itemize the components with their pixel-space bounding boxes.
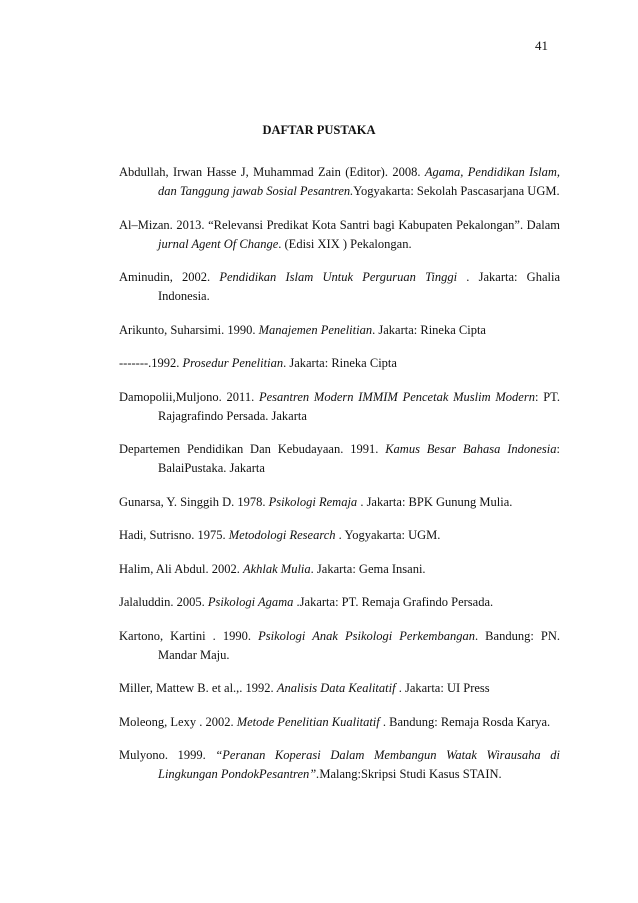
reference-suffix: . Jakarta: UI Press bbox=[395, 681, 490, 695]
reference-entry bbox=[119, 560, 560, 579]
page-number: 41 bbox=[535, 38, 548, 53]
reference-suffix: . (Edisi XIX ) Pekalongan. bbox=[278, 236, 412, 251]
reference-prefix: Arikunto, Suharsimi. 1990. bbox=[119, 322, 259, 337]
reference-entry bbox=[119, 713, 560, 732]
reference-suffix: . Jakarta: Rineka Cipta bbox=[283, 356, 397, 370]
reference-prefix: Damopolii,Muljono. 2011. bbox=[119, 389, 259, 404]
reference-suffix: Malang:Skripsi Studi Kasus STAIN. bbox=[319, 767, 502, 781]
reference-title: Pesantren Modern IMMIM Pencetak Muslim Modern bbox=[258, 389, 535, 404]
reference-entry bbox=[119, 268, 560, 306]
reference-suffix: Yogyakarta: Sekolah Pascasarjana UGM. bbox=[353, 184, 560, 198]
reference-title: Psikologi Anak Psikologi Perkembangan bbox=[258, 628, 475, 643]
reference-suffix: : BalaiPustaka. Jakarta bbox=[158, 442, 560, 475]
reference-entry bbox=[119, 354, 560, 373]
reference-title: Metodologi Research bbox=[228, 528, 336, 542]
reference-title: jurnal Agent Of Change bbox=[158, 236, 279, 251]
reference-title: Psikologi Agama bbox=[207, 595, 294, 609]
reference-prefix: Jalaluddin. 2005. bbox=[119, 595, 208, 609]
reference-title: “Peranan Koperasi Dalam Membangun Watak Wirausaha di Lingkungan PondokPesantren”. bbox=[158, 748, 560, 781]
reference-entry bbox=[119, 216, 560, 254]
reference-prefix: Miller, Mattew B. et al.,. 1992. bbox=[119, 681, 277, 695]
reference-suffix: . Bandung: Remaja Rosda Karya. bbox=[379, 714, 551, 729]
reference-suffix: . Jakarta: BPK Gunung Mulia. bbox=[357, 494, 513, 509]
reference-entry bbox=[119, 627, 560, 665]
reference-title: Kamus Besar Bahasa Indonesia bbox=[385, 442, 557, 456]
reference-suffix: . Jakarta: Ghalia Indonesia. bbox=[158, 270, 560, 303]
reference-entry bbox=[119, 526, 560, 545]
reference-prefix: Mulyono. 1999. bbox=[119, 748, 216, 762]
reference-entry bbox=[119, 321, 560, 340]
reference-entry bbox=[119, 746, 560, 784]
reference-suffix: .Jakarta: PT. Remaja Grafindo Persada. bbox=[293, 595, 494, 609]
reference-entry bbox=[119, 679, 560, 698]
reference-entry bbox=[119, 163, 560, 201]
reference-title: Manajemen Penelitian bbox=[258, 322, 373, 337]
reference-suffix: : PT. Rajagrafindo Persada. Jakarta bbox=[158, 389, 560, 423]
reference-prefix: Hadi, Sutrisno. 1975. bbox=[119, 528, 229, 542]
reference-prefix: Halim, Ali Abdul. 2002. bbox=[119, 561, 243, 576]
reference-prefix: Al–Mizan. 2013. “Relevansi Predikat Kota Santri bagi Kabupaten Pekalongan”. Dalam bbox=[119, 217, 560, 232]
reference-prefix: Moleong, Lexy . 2002. bbox=[119, 714, 237, 729]
reference-suffix: . Jakarta: Gema Insani. bbox=[310, 561, 426, 576]
reference-title: Pendidikan Islam Untuk Perguruan Tinggi bbox=[219, 270, 458, 284]
reference-title: Akhlak Mulia bbox=[242, 561, 311, 576]
reference-list bbox=[119, 163, 560, 799]
reference-suffix: . Yogyakarta: UGM. bbox=[335, 528, 441, 542]
reference-prefix: Gunarsa, Y. Singgih D. 1978. bbox=[119, 494, 269, 509]
reference-prefix: Kartono, Kartini . 1990. bbox=[119, 628, 259, 643]
reference-title: Metode Penelitian Kualitatif bbox=[236, 714, 380, 729]
reference-prefix: Aminudin, 2002. bbox=[119, 270, 220, 284]
reference-entry bbox=[119, 493, 560, 512]
reference-title: Prosedur Penelitian bbox=[182, 356, 284, 370]
reference-prefix: Abdullah, Irwan Hasse J, Muhammad Zain (Editor). 2008. bbox=[119, 165, 425, 179]
reference-entry bbox=[119, 593, 560, 612]
reference-prefix: Departemen Pendidikan Dan Kebudayaan. 1991. bbox=[119, 442, 386, 456]
reference-suffix: . Bandung: PN. Mandar Maju. bbox=[158, 628, 560, 662]
reference-title: Agama, Pendidikan Islam, dan Tanggung jawab Sosial Pesantren. bbox=[158, 165, 560, 198]
reference-suffix: . Jakarta: Rineka Cipta bbox=[372, 322, 486, 337]
reference-prefix: -------.1992. bbox=[119, 356, 183, 370]
page-title: DAFTAR PUSTAKA bbox=[262, 123, 376, 137]
reference-entry bbox=[119, 440, 560, 478]
reference-title: Psikologi Remaja bbox=[268, 494, 358, 509]
reference-title: Analisis Data Kealitatif bbox=[276, 681, 396, 695]
reference-entry bbox=[119, 388, 560, 426]
